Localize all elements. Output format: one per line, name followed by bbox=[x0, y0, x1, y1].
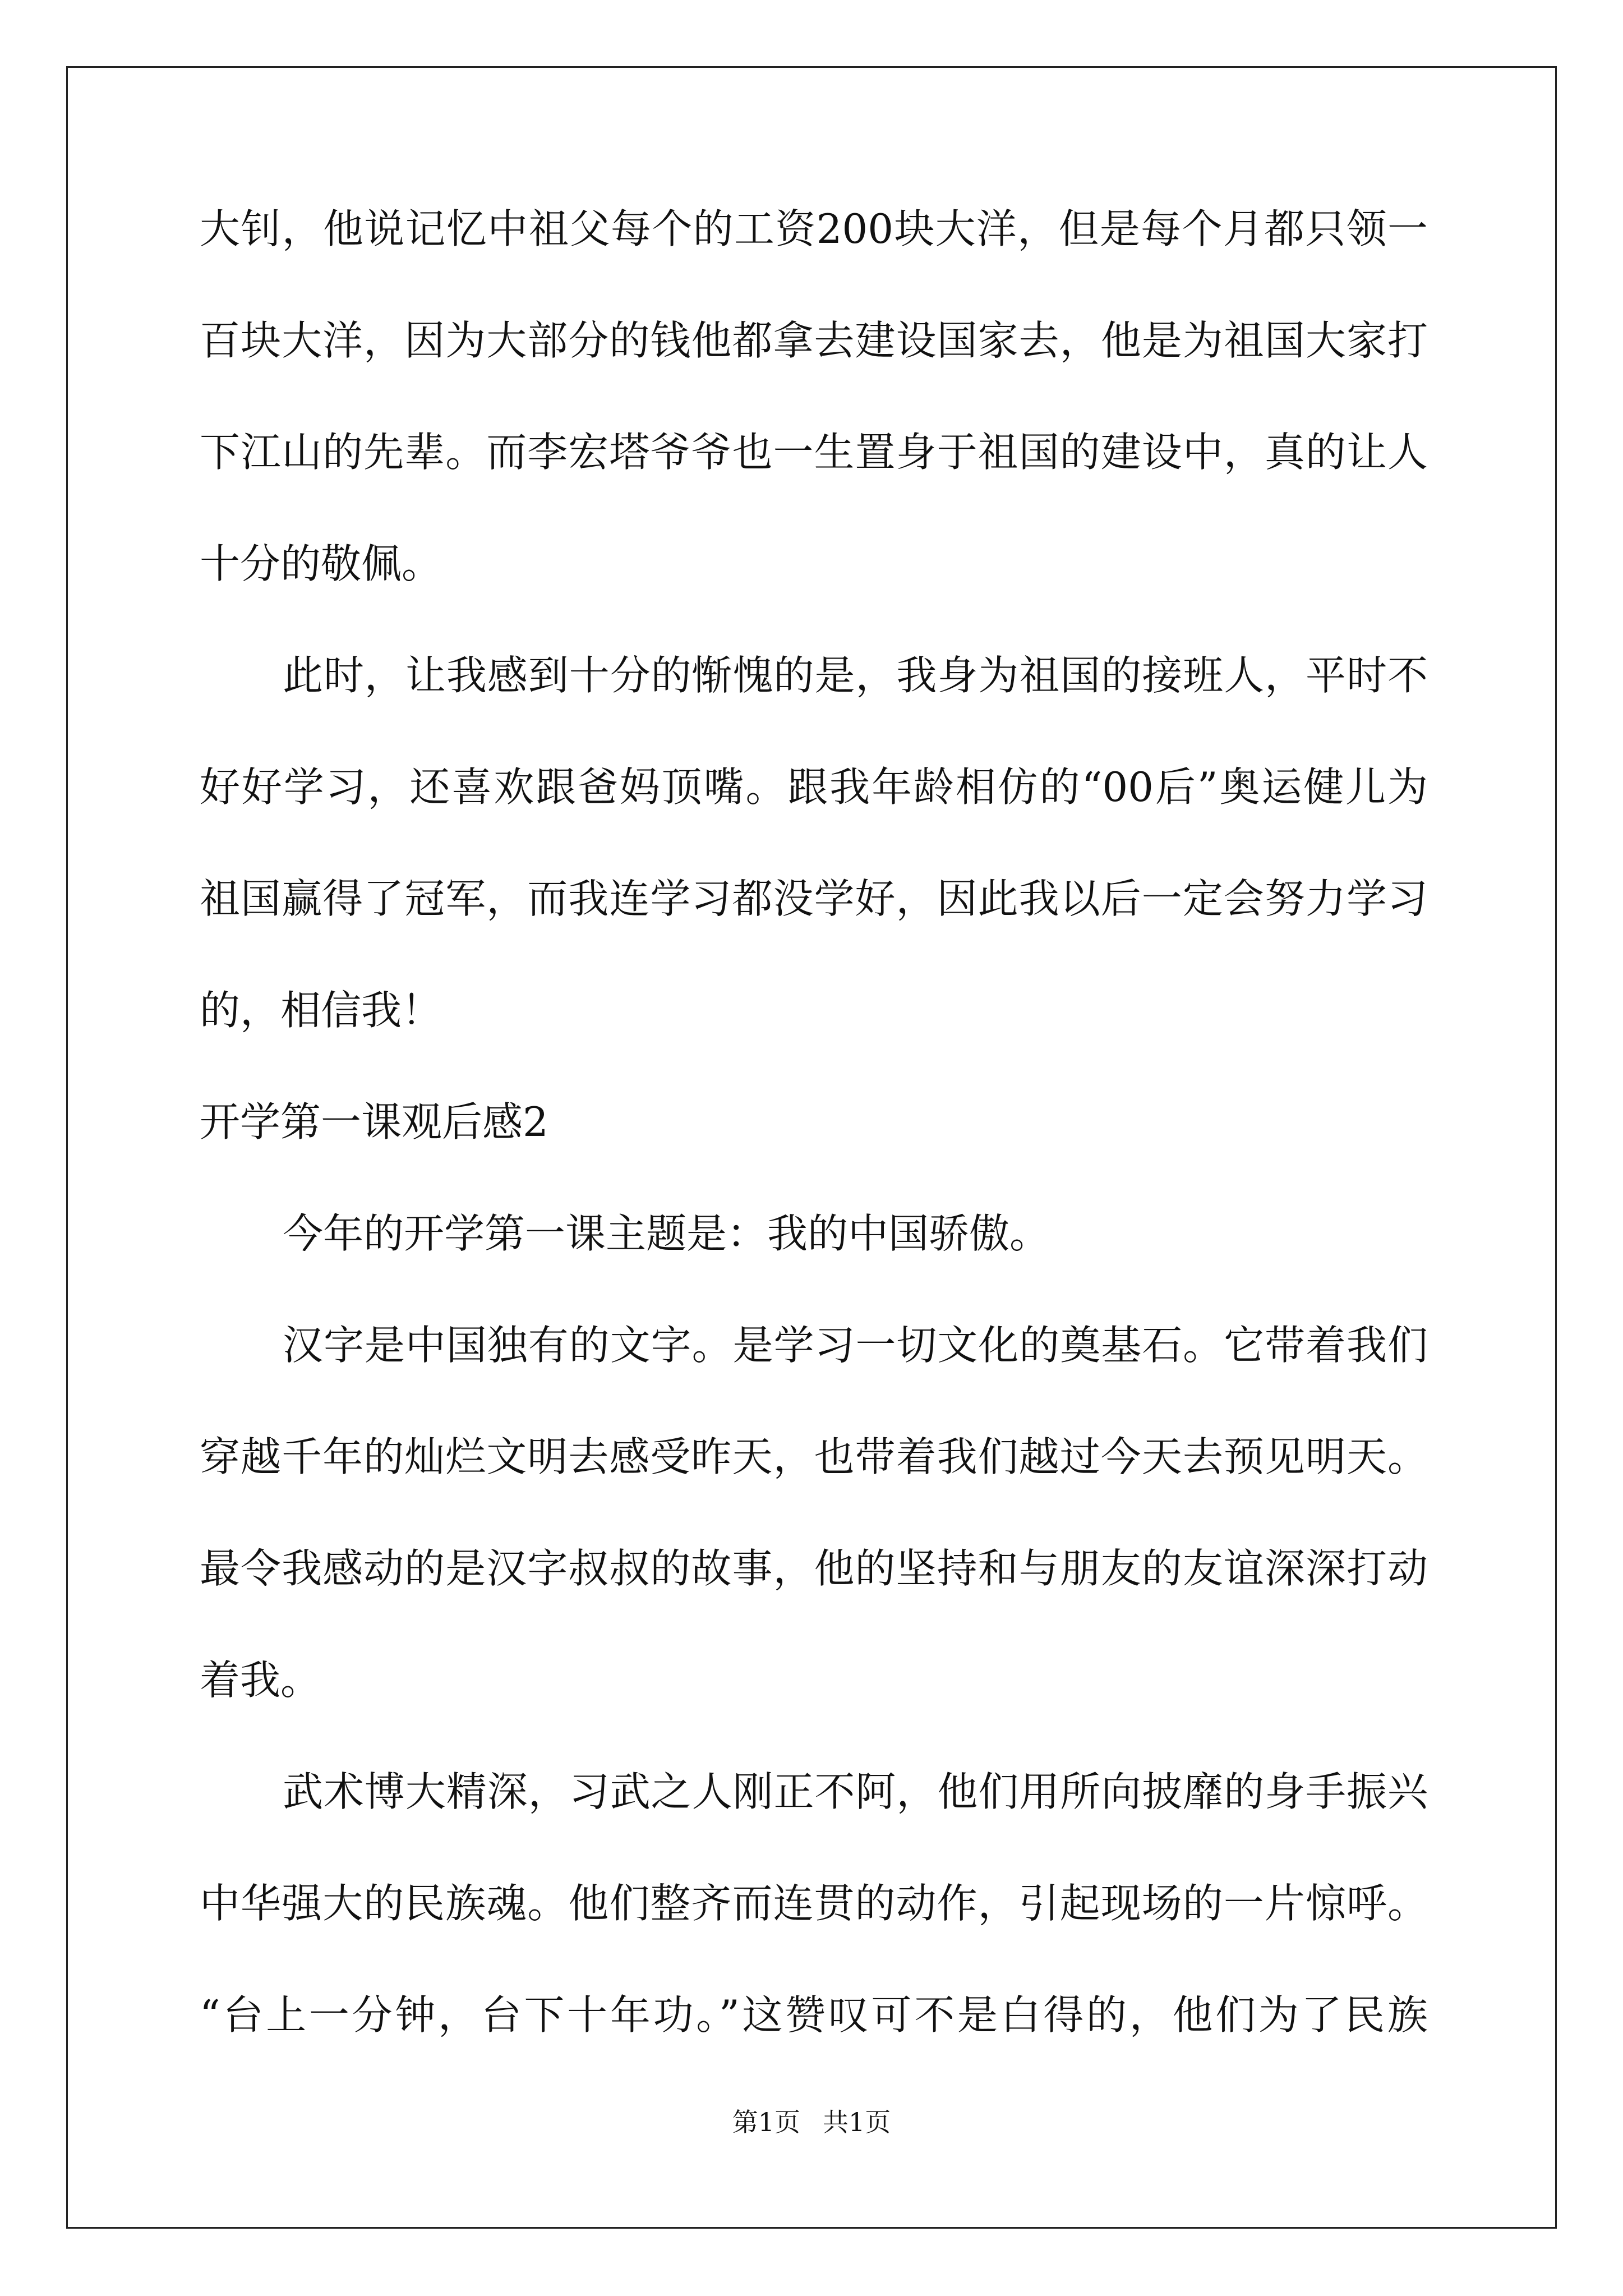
text-line: 十分的敬佩。 bbox=[200, 540, 442, 587]
section-heading: 开学第一课观后感2 bbox=[200, 1098, 548, 1145]
text-line: 好好学习，还喜欢跟爸妈顶嘴。跟我年龄相仿的“00后”奥运健儿为 bbox=[200, 763, 1428, 811]
text-line: “台上一分钟，台下十年功。”这赞叹可不是白得的，他们为了民族 bbox=[200, 1991, 1428, 2039]
paragraph-start-line: 武术博大精深，习武之人刚正不阿，他们用所向披靡的身手振兴 bbox=[283, 1768, 1428, 1815]
text-line: 穿越千年的灿烂文明去感受昨天，也带着我们越过今天去预见明天。 bbox=[200, 1433, 1428, 1480]
text-line: 大钊，他说记忆中祖父每个的工资200块大洋，但是每个月都只领一 bbox=[200, 205, 1428, 252]
page-number-current: 第1页 bbox=[732, 2107, 800, 2137]
text-line: 中华强大的民族魂。他们整齐而连贯的动作，引起现场的一片惊呼。 bbox=[200, 1880, 1428, 1927]
page-number-total: 共1页 bbox=[823, 2107, 891, 2137]
text-line: 祖国赢得了冠军，而我连学习都没学好，因此我以后一定会努力学习 bbox=[200, 875, 1428, 922]
document-body bbox=[200, 202, 1428, 2100]
page-footer bbox=[0, 2105, 1623, 2139]
text-line: 下江山的先辈。而李宏塔爷爷也一生置身于祖国的建设中，真的让人 bbox=[200, 429, 1428, 476]
text-line: 最令我感动的是汉字叔叔的故事，他的坚持和与朋友的友谊深深打动 bbox=[200, 1545, 1428, 1592]
text-line: 的，相信我！ bbox=[200, 987, 442, 1034]
paragraph-start-line: 此时，让我感到十分的惭愧的是，我身为祖国的接班人，平时不 bbox=[283, 652, 1428, 699]
text-line: 着我。 bbox=[200, 1657, 321, 1704]
paragraph-start-line: 汉字是中国独有的文字。是学习一切文化的奠基石。它带着我们 bbox=[283, 1322, 1428, 1369]
text-line: 百块大洋，因为大部分的钱他都拿去建设国家去，他是为祖国大家打 bbox=[200, 317, 1428, 364]
paragraph-start-line: 今年的开学第一课主题是：我的中国骄傲。 bbox=[283, 1210, 1050, 1257]
